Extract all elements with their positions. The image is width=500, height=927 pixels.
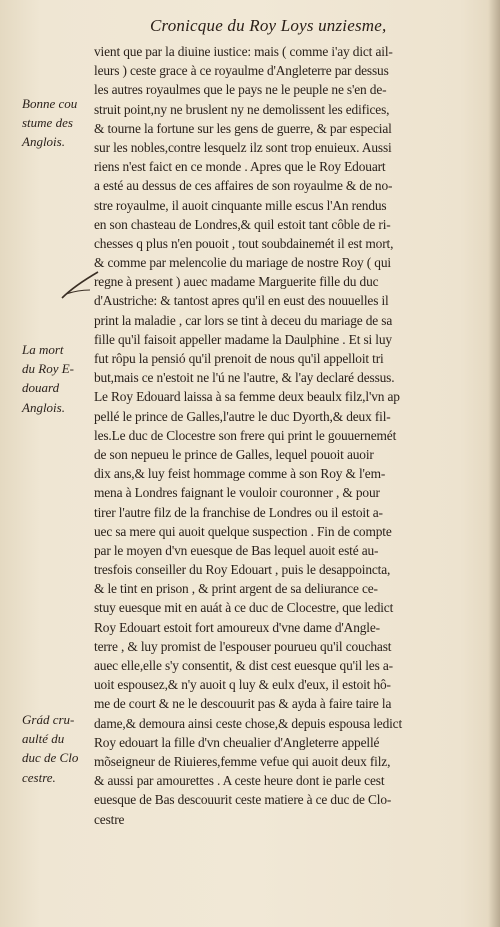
text-line: Le Roy Edouard laissa à sa femme deux beaulx filz,l'vn ap <box>94 389 400 405</box>
text-line: me de court & ne le descouurit pas & ayda à faire taire la <box>94 696 392 712</box>
text-line: mõseigneur de Riuieres,femme vefue qui auoit deux filz, <box>94 753 391 769</box>
text-line: d'Austriche: & tantost apres qu'il en eust des nouuelles il <box>94 293 389 309</box>
margin-note-line: Anglois. <box>22 134 65 150</box>
body-text <box>94 42 478 829</box>
margin-note-line: duc de Clo <box>22 750 79 766</box>
text-line: & comme par melencolie du mariage de nostre Roy ( qui <box>94 255 391 271</box>
text-line: mena à Londres faignant le vouloir couronner , & pour <box>94 485 380 501</box>
margin-note-line: stume des <box>22 115 73 131</box>
text-line: en son chasteau de Londres,& quil estoit tant côble de ri- <box>94 216 391 232</box>
text-line: uec sa mere qui auoit quelque suspection . Fin de compte <box>94 523 392 539</box>
text-line: dix ans,& luy feist hommage comme à son Roy & l'em- <box>94 466 386 482</box>
margin-note-bonne-coustume <box>22 94 94 152</box>
text-line: Roy Edouart estoit fort amoureux d'vne dame d'Angle- <box>94 619 380 635</box>
text-line: but,mais ce n'estoit ne l'ú ne l'autre, & l'ay declaré dessus. <box>94 370 395 386</box>
text-line: Roy edouart la fille d'vn cheualier d'Angleterre appellé <box>94 734 380 750</box>
text-line: leurs ) ceste grace à ce royaulme d'Angleterre par dessus <box>94 63 389 79</box>
text-line: dame,& demoura ainsi ceste chose,& depuis espousa ledict <box>94 715 403 731</box>
text-line: stre royaulme, il auoit cinquante mille escus l'An rendus <box>94 197 387 213</box>
ink-flourish-mark <box>60 268 100 304</box>
text-line: fut rôpu la pensió qu'il prenoit de nous qu'il appelloit tri <box>94 351 384 366</box>
text-line: par le moyen d'vn euesque de Bas lequel auoit esté au- <box>94 542 379 558</box>
text-line: & le tint en prison , & print argent de sa deliurance ce- <box>94 581 378 597</box>
text-line: chesses q plus n'en pouoit , tout soubdainemét il est mort, <box>94 235 394 251</box>
margin-note-line: douard <box>22 380 60 396</box>
margin-note-la-mort <box>22 340 94 417</box>
text-line: stuy euesque mit en auát à ce duc de Clocestre, que ledict <box>94 600 394 616</box>
running-head: Cronicque du Roy Loys unziesme, <box>150 16 387 35</box>
text-line: struit point,ny ne bruslent ny ne demolissent les edifices, <box>94 101 390 117</box>
text-line: regne à present ) auec madame Marguerite fille du duc <box>94 274 379 290</box>
page-edge-shadow <box>488 0 500 927</box>
text-line: uoit espousez,& n'y auoit q luy & eulx d'eux, il estoit hô- <box>94 677 391 693</box>
text-line: print la maladie , car lors se tint à deceu du mariage de sa <box>94 312 393 328</box>
text-line: terre , & luy promist de l'espouser pourueu qu'il couchast <box>94 638 392 654</box>
margin-note-grand-cruaulte <box>22 710 94 787</box>
margin-note-line: Bonne cou <box>22 96 78 111</box>
text-line: auec elle,elle s'y consentit, & dist cest euesque qu'il les a- <box>94 658 393 673</box>
margin-note-line: Anglois. <box>22 399 65 415</box>
text-line: cestre <box>94 811 125 827</box>
text-line: euesque de Bas descouurit ceste matiere à ce duc de Clo- <box>94 792 392 808</box>
text-line: a esté au dessus de ces affaires de son royaulme & de no- <box>94 178 393 194</box>
text-line: & tourne la fortune sur les gens de guerre, & par especial <box>94 120 392 136</box>
margin-note-line: cestre. <box>22 769 56 785</box>
text-line: vient que par la diuine iustice: mais ( comme i'ay dict ail- <box>94 44 393 59</box>
text-line: les autres royaulmes que le pays ne le peuple ne s'en de- <box>94 82 387 98</box>
text-line: tirer l'autre filz de la franchise de Londres ou il estoit a- <box>94 504 383 520</box>
text-line: sur les nobles,contre lesquelz ilz sont trop enuieux. Aussi <box>94 139 392 155</box>
margin-note-line: Grád cru- <box>22 712 75 727</box>
text-line: riens n'est faict en ce monde . Apres que le Roy Edouart <box>94 159 386 175</box>
margin-note-line: La mort <box>22 342 64 357</box>
text-line: les.Le duc de Clocestre son frere qui print le gouuernemét <box>94 427 397 443</box>
text-line: & aussi par amourettes . A ceste heure dont ie parle cest <box>94 773 385 789</box>
margin-note-line: du Roy E- <box>22 361 74 377</box>
text-line: tresfois conseiller du Roy Edouart , puis le desappoincta, <box>94 562 391 578</box>
text-line: de son nepueu le prince de Galles, lequel pouoit auoir <box>94 446 374 462</box>
margin-note-line: aulté du <box>22 731 65 747</box>
text-line: pellé le prince de Galles,l'autre le duc Dyorth,& deux fil- <box>94 408 391 424</box>
text-line: fille qu'il faisoit appeller madame la Daulphine . Et si luy <box>94 331 392 347</box>
